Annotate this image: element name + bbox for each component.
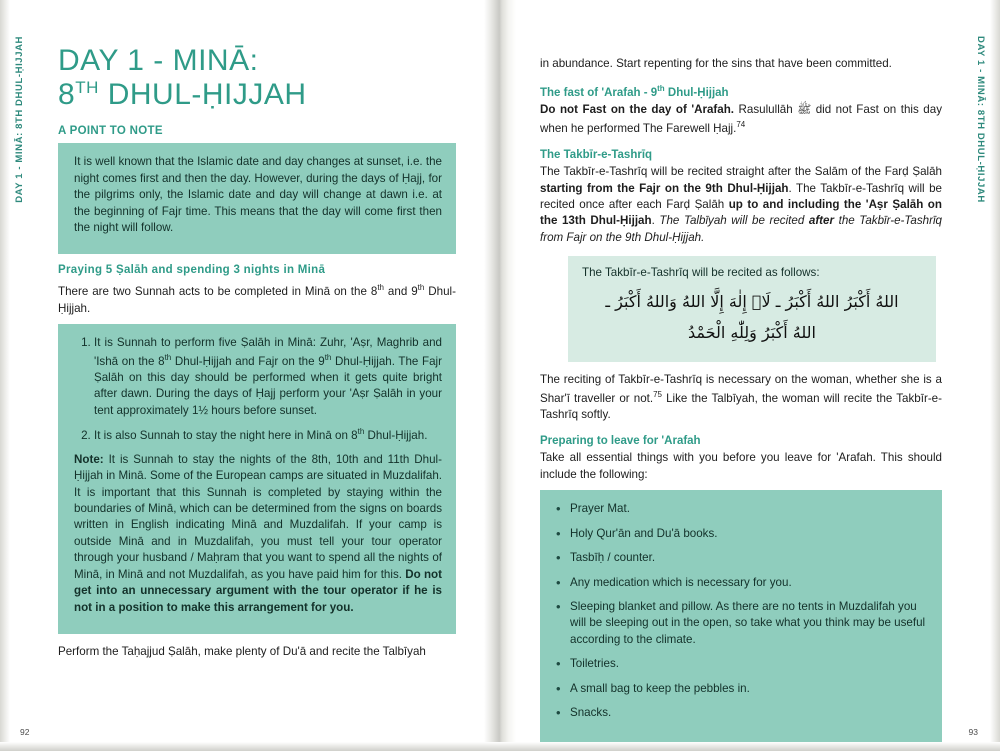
reciting-paragraph [540,372,942,423]
preparing-body: Take all essential things with you before you leave for 'Arafah. This should include the following: [540,451,942,481]
reciting-footnote: 75 [653,389,662,399]
point-to-note-box [58,143,456,254]
page-number-left: 92 [20,727,30,737]
page-number-right: 93 [968,727,978,737]
point-to-note-heading: A POINT TO NOTE [58,125,163,138]
takbir-text-c: . [651,214,660,228]
list-item: • Any medication which is necessary for you. [556,575,928,591]
takbir-paragraph [540,164,942,246]
right-page [500,0,1000,751]
takbir-text-b: . The Takbīr-e-Tashrīq will be recited once after each Farḍ Ṣalāh [540,181,942,211]
list-item: • Prayer Mat. [556,501,928,517]
talbiyah-italic-a: The Talbīyah will be recited [659,214,809,228]
point-to-note-body: It is well known that the Islamic date and day changes at sunset, i.e. the night comes first and then the day. However, during the days of Ḥajj, for the pilgrims only, the Islamic date and day will change at dawn i.e. at the beginning of Fajr time. This means that the day will come first then the night will follow. [74,155,442,234]
list-item: • Sleeping blanket and pillow. As there are no tents in Muzdalifah you will be sleeping out in the open, so take what you think may be useful according to the climate. [556,599,928,648]
sunnah-list [74,335,442,444]
checklist-box [540,490,942,744]
fast-bold: Do not Fast on the day of 'Arafah. [540,103,735,117]
sunnah-note [74,452,442,617]
list-item: • A small bag to keep the pebbles in. [556,681,928,697]
arabic-line-2: اللهُ أَكْبَرُ وَلِلّٰهِ الْحَمْدُ [688,322,816,342]
fast-heading: The fast of 'Arafah - 9th Dhul-Ḥijjah [540,84,729,100]
list-item: 1. It is Sunnah to perform five Ṣalāh in Minā: Zuhr, 'Aṣr, Maghrib and 'Ishā on the 8th Dhul-Ḥijjah and Fajr on the 9th Dhul-Ḥijjah. The Fajr Ṣalāh on this day should be performed when it gets quite bright after dawn. During the days of Ḥajj perform your 'Aṣr Ṣalāh in your tent approximately 1½ hours before sunset. [94,335,442,419]
reciting-text-b: Like the Talbīyah, the woman will recite the Takbīr-e-Tashrīq softly. [540,391,942,421]
list-item: • Snacks. [556,705,928,721]
chapter-title-line1: DAY 1 - MINĀ: [58,44,259,77]
praying-heading: Praying 5 Ṣalāh and spending 3 nights in Minā [58,264,326,277]
bottom-page-edge [0,742,1000,751]
chapter-title-ordinal: TH [75,77,99,97]
running-head-right: DAY 1 - MINĀ: 8TH DHUL-ḤIJJAH [975,36,986,203]
list-item: 2. It is also Sunnah to stay the night here in Minā on 8th Dhul-Ḥijjah. [94,426,442,444]
takbir-heading: The Takbīr-e-Tashrīq [540,149,653,162]
right-page-edge [990,0,1000,751]
left-page-edge [0,0,10,751]
note-body: It is Sunnah to stay the nights of the 8th, 10th and 11th Dhul-Ḥijjah in Minā. Some of the European camps are situated in Muzdalifah. It is important that this Sunnah is completed by staying within the boundaries of Minā, which can be determined from the signs on boards written in English indicating Minā and Muzdalifah. If your camp is outside Minā and in Muzdalifah, you must tell your tour operator through your husband / Maḥram that you want to spend all the nights of Minā, in Minā and not Muzdalifah, as you have paid him for this. [74,452,442,581]
fast-footnote: 74 [736,119,746,129]
list-item: • Tasbīḥ / counter. [556,550,928,566]
takbir-bold-end: up to and including the 'Aṣr Ṣalāh on the 13th Dhul-Ḥijjah [540,197,942,228]
arabic-line-1: اللهُ أَكْبَرُ اللهُ أَكْبَرُ ـ لَاۤ إِلٰهَ إِلَّا اللهُ وَاللهُ أَكْبَرُ ـ [605,292,899,312]
list-item: • Holy Qur'ān and Du'ā books. [556,526,928,542]
talbiyah-bold-italic: after [808,214,835,228]
takbir-text-a: The Takbīr-e-Tashrīq will be recited straight after the Salām of the Farḍ Ṣalāh [540,165,942,179]
chapter-title-line2 [58,78,456,112]
talbiyah-italic-b: the Takbīr-e-Tashrīq from Fajr on the 9th Dhul-Ḥijjah. [540,214,943,244]
note-bold-tail: Do not get into an unnecessary argument with the tour operator if he is not in a position to make this arrangement for you. [74,567,442,614]
top-continuation: in abundance. Start repenting for the sins that have been committed. [540,57,892,70]
takbir-bold-start: starting from the Fajr on the 9th Dhul-Ḥijjah [540,181,789,195]
preparing-heading: Preparing to leave for 'Arafah [540,435,701,448]
chapter-title-day-number: 8 [58,77,76,111]
sunnah-acts-box [58,324,456,634]
note-label: Note: [74,452,104,466]
closing-line: Perform the Taḥajjud Ṣalāh, make plenty of Du'ā and recite the Talbīyah [58,645,426,659]
page-title [58,44,456,111]
chapter-title-month: DHUL-ḤIJJAH [98,77,307,111]
fast-paragraph [540,102,942,137]
checklist [556,501,928,722]
fast-body: Rasulullāh ﷺ did not Fast on this day when he performed The Farewell Ḥajj. [540,103,942,135]
takbir-arabic-box [568,256,936,362]
reciting-text-a: The reciting of Takbīr-e-Tashrīq is necessary on the woman, whether she is a Shar'ī traveller or not. [540,373,942,405]
arabic-intro: The Takbīr-e-Tashrīq will be recited as follows: [582,266,820,280]
praying-intro: There are two Sunnah acts to be completed in Minā on the 8th and 9th Dhul-Ḥijjah. [58,283,456,315]
list-item: • Toiletries. [556,656,928,672]
running-head-left: DAY 1 - MINĀ: 8TH DHUL-ḤIJJAH [14,36,25,203]
